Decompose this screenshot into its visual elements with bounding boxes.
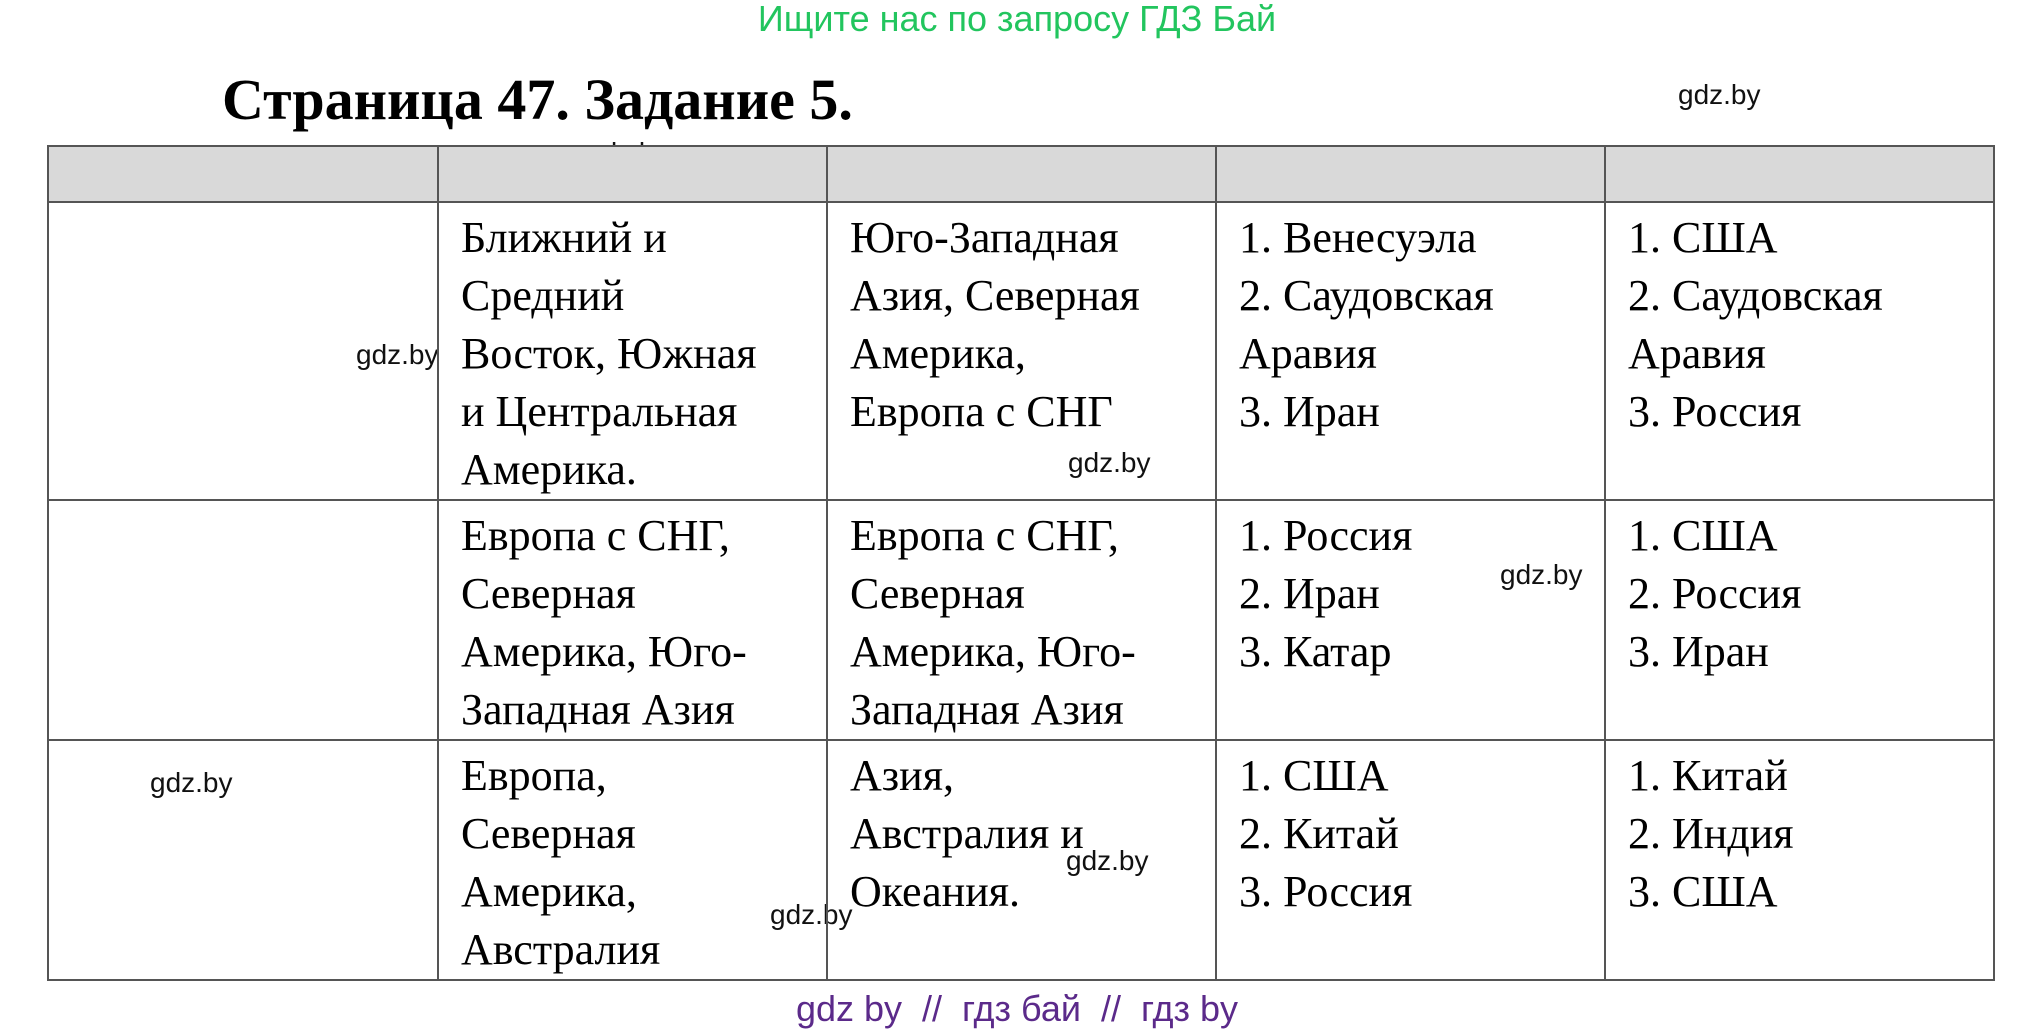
cell-line: 1. Китай <box>1628 751 1788 800</box>
cell-line: Северная <box>461 569 636 618</box>
cell-line: Азия, <box>850 751 954 800</box>
header-cell <box>48 146 438 202</box>
table-row <box>48 500 1994 740</box>
cell-line: 2. Саудовская <box>1239 271 1494 320</box>
footer-watermark: gdz by // гдз бай // гдз by <box>795 988 1239 1029</box>
table-header-row <box>48 146 1994 202</box>
cell-line: 3. Иран <box>1628 627 1769 676</box>
cell-line: 1. США <box>1628 511 1778 560</box>
cell-line: Азия, Северная <box>850 271 1140 320</box>
table-cell <box>1605 500 1994 740</box>
table-cell <box>827 202 1216 500</box>
cell-line: Австралия <box>461 925 661 974</box>
watermark: gdz.by <box>1066 845 1149 876</box>
header-cell <box>438 146 827 202</box>
cell-line: 2. Индия <box>1628 809 1794 858</box>
table-cell <box>438 740 827 980</box>
table-cell <box>1605 740 1994 980</box>
cell-line: 2. Россия <box>1628 569 1802 618</box>
cell-line: Юго-Западная <box>850 213 1119 262</box>
table-cell <box>1216 202 1605 500</box>
cell-line: Аравия <box>1628 329 1766 378</box>
cell-line: 3. Россия <box>1239 867 1413 916</box>
row-label-cell <box>48 202 438 500</box>
cell-line: 3. Катар <box>1239 627 1392 676</box>
watermark: gdz.by <box>770 899 853 930</box>
cell-line: 1. США <box>1239 751 1389 800</box>
cell-line: Америка, <box>850 329 1026 378</box>
cell-line: Америка, <box>461 867 637 916</box>
cell-line: 1. США <box>1628 213 1778 262</box>
table-cell <box>1605 202 1994 500</box>
cell-line: 3. Иран <box>1239 387 1380 436</box>
cell-line: 1. Венесуэла <box>1239 213 1477 262</box>
table-cell <box>1216 500 1605 740</box>
watermark: gdz.by <box>1500 559 1583 590</box>
cell-line: Европа с СНГ <box>850 387 1113 436</box>
cell-line: и Центральная <box>461 387 738 436</box>
table-row <box>48 740 1994 980</box>
cell-line: Восток, Южная <box>461 329 757 378</box>
cell-line: Аравия <box>1239 329 1377 378</box>
watermark: gdz.by <box>150 767 233 798</box>
cell-line: 1. Россия <box>1239 511 1413 560</box>
cell-line: 2. Иран <box>1239 569 1380 618</box>
search-banner: Ищите нас по запросу ГДЗ Бай <box>757 0 1277 39</box>
cell-line: 2. Саудовская <box>1628 271 1883 320</box>
table-cell <box>1216 740 1605 980</box>
table-row <box>48 202 1994 500</box>
cell-line: Америка, Юго- <box>850 627 1136 676</box>
cell-line: Западная Азия <box>850 685 1124 734</box>
table-cell <box>438 500 827 740</box>
table-cell <box>438 202 827 500</box>
answer-table <box>47 145 1995 981</box>
cell-line: Европа с СНГ, <box>850 511 1119 560</box>
cell-line: Ближний и <box>461 213 667 262</box>
row-label-cell <box>48 500 438 740</box>
cell-line: Западная Азия <box>461 685 735 734</box>
cell-line: Америка. <box>461 445 637 494</box>
cell-line: 2. Китай <box>1239 809 1399 858</box>
cell-line: Океания. <box>850 867 1020 916</box>
cell-line: Средний <box>461 271 625 320</box>
table-cell <box>827 740 1216 980</box>
watermark: gdz.by <box>1068 447 1151 478</box>
table-cell <box>827 500 1216 740</box>
header-cell <box>1216 146 1605 202</box>
cell-line: 3. США <box>1628 867 1778 916</box>
cell-line: Америка, Юго- <box>461 627 747 676</box>
page-title: Страница 47. Задание 5. <box>222 67 853 132</box>
cell-line: Европа, <box>461 751 607 800</box>
cell-line: Австралия и <box>850 809 1084 858</box>
row-label-cell <box>48 740 438 980</box>
header-cell <box>827 146 1216 202</box>
cell-line: Европа с СНГ, <box>461 511 730 560</box>
cell-line: Северная <box>461 809 636 858</box>
header-cell <box>1605 146 1994 202</box>
watermark: gdz.by <box>356 339 439 370</box>
watermark: gdz.by <box>1678 79 1761 110</box>
cell-line: 3. Россия <box>1628 387 1802 436</box>
cell-line: Северная <box>850 569 1025 618</box>
